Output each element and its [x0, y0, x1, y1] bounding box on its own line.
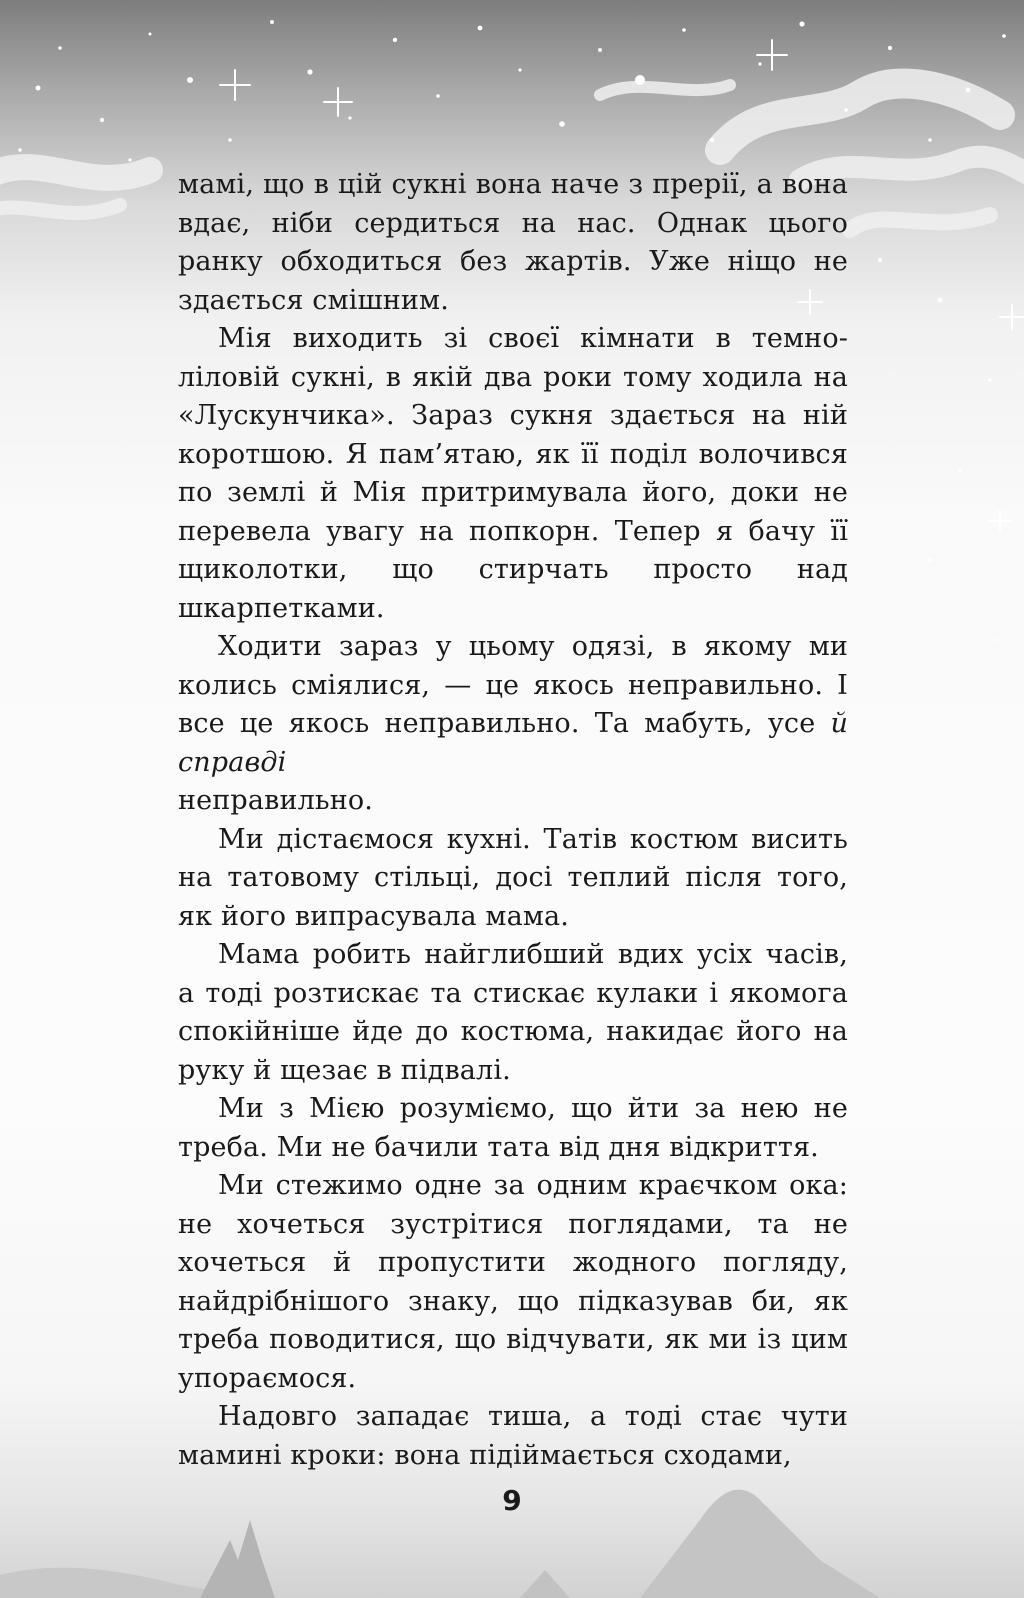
- paragraph: Мама робить найглибший вдих усіх часів, а тоді розтискає та стискає кулаки і якомога спокійніше йде до костюма, накидає його на руку й щезає в підвалі.: [178, 939, 848, 1086]
- paragraph: Ми з Мією розуміємо, що йти за нею не треба. Ми не бачили тата від дня відкриття.: [178, 1093, 848, 1163]
- paragraph: Ми дістаємося кухні. Татів костюм висить на татовому стільці, досі теплий після того, як його випрасувала мама.: [178, 823, 848, 932]
- paragraph-with-emphasis: [178, 628, 848, 821]
- paragraph-text: Ходити зараз у цьому одязі, в якому ми колись сміялися, — це якось неправильно. І все це якось неправильно. Та мабуть, усе: [178, 631, 848, 739]
- paragraph: мамі, що в цій сукні вона наче з прерії, а вона вдає, ніби сердиться на нас. Однак цього ранку обходиться без жартів. Уже ніщо не здається смішним.: [178, 169, 848, 316]
- paragraph: Надовго западає тиша, а тоді стає чути мамині кроки: вона підіймається сходами,: [178, 1401, 848, 1471]
- italic-emphasis: й справді: [178, 708, 848, 778]
- page-number: 9: [502, 1484, 522, 1517]
- paragraph-text: неправильно.: [178, 785, 374, 816]
- paragraph: Мія виходить зі своєї кімнати в темно-ліловій сукні, в якій два роки тому ходила на «Лускунчика». Зараз сукня здається на ній коротшою. Я пам’ятаю, як її поділ волочився по землі й Мія притримувала його, доки не перевела увагу на попкорн. Тепер я бачу її щиколотки, що стирчать просто над шкарпетками.: [178, 323, 848, 624]
- paragraph: Ми стежимо одне за одним краєчком ока: не хочеться зустрітися поглядами, та не хочеться й пропустити жодного погляду, найдрібнішого знаку, що підказував би, як треба поводитися, що відчувати, як ми із цим упораємося.: [178, 1170, 848, 1394]
- book-text-block: [178, 166, 848, 1475]
